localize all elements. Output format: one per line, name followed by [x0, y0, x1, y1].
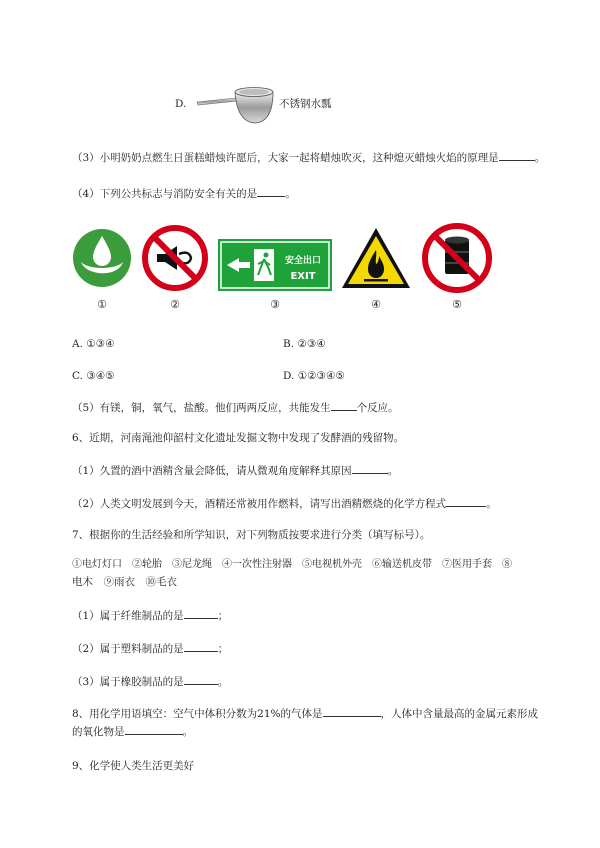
answer-blank-q7-1[interactable]: [184, 608, 218, 619]
option-d-letter: D.: [175, 98, 187, 110]
choice-b[interactable]: B. ②③④: [283, 338, 326, 350]
answer-blank-q6-1[interactable]: [352, 463, 388, 474]
answer-blank-q6-2[interactable]: [446, 496, 486, 507]
question-8-line2: 的氧化物是 。: [72, 726, 193, 738]
question-6-title: 6、近期，河南渑池仰韶村文化遗址发掘文物中发现了发酵酒的残留物。: [72, 432, 405, 444]
answer-blank-q7-2[interactable]: [184, 641, 218, 652]
answer-blank-q3[interactable]: [499, 150, 535, 161]
question-7-items-line1: ①电灯灯口 ②轮胎 ③尼龙绳 ④一次性注射器 ⑤电视机外壳 ⑥输送机皮带 ⑦医用手套 ⑧: [72, 559, 512, 570]
choice-a[interactable]: A. ①③④: [72, 338, 115, 350]
no-horn-sign-icon: [141, 224, 209, 292]
exit-sign-icon: [218, 239, 332, 291]
answer-blank-q4[interactable]: [257, 186, 285, 197]
answer-blank-q8-2[interactable]: [125, 724, 183, 735]
question-6-2: （2）人类文明发展到今天，酒精还常被用作燃料，请写出酒精燃烧的化学方程式 。: [72, 498, 497, 510]
sign-label-1: ①: [97, 298, 107, 311]
question-3: （3）小明奶奶点燃生日蛋糕蜡烛许愿后，大家一起将蜡烛吹灭，这种熄灭蜡烛火焰的原理是 。: [72, 152, 546, 164]
answer-blank-q8-1[interactable]: [323, 706, 381, 717]
ladle-image: [195, 84, 275, 126]
water-sign-icon: [72, 228, 132, 288]
flammable-warning-icon: [340, 226, 412, 290]
sign-label-2: ②: [170, 298, 180, 311]
question-9-title: 9、化学使人类生活更美好: [72, 760, 195, 772]
answer-blank-q5[interactable]: [331, 400, 357, 411]
exit-sign-cn: 安全出口: [284, 256, 322, 266]
choice-c[interactable]: C. ③④⑤: [72, 370, 115, 382]
sign-label-5: ⑤: [452, 298, 462, 311]
question-7-3: （3）属于橡胶制品的是 。: [72, 676, 229, 688]
sign-label-4: ④: [371, 298, 381, 311]
question-6-1: （1）久置的酒中酒精含量会降低，请从微观角度解释其原因 。: [72, 465, 399, 477]
question-7-2: （2）属于塑料制品的是 ；: [72, 643, 229, 655]
answer-blank-q7-3[interactable]: [184, 674, 218, 685]
choice-d[interactable]: D. ①②③④⑤: [283, 370, 345, 382]
question-7-items-line2: 电木 ⑨雨衣 ⑩毛衣: [72, 576, 177, 588]
question-7-title: 7、根据你的生活经验和所学知识，对下列物质按要求进行分类（填写标号）。: [72, 529, 431, 541]
sign-label-3: ③: [270, 298, 280, 311]
question-7-1: （1）属于纤维制品的是 ；: [72, 610, 229, 622]
option-d-item: 不锈钢水瓢: [279, 98, 332, 110]
question-5: （5）有镁，铜，氧气，盐酸。他们两两反应，共能发生 个反应。: [72, 402, 399, 414]
question-4: （4）下列公共标志与消防安全有关的是 。: [72, 188, 296, 200]
question-8-line1: 8、用化学用语填空：空气中体积分数为21%的气体是 ，人体中含量最高的金属元素形成: [72, 708, 539, 720]
exit-sign-en: EXIT: [290, 271, 316, 282]
no-oil-drum-sign-icon: [421, 222, 493, 294]
